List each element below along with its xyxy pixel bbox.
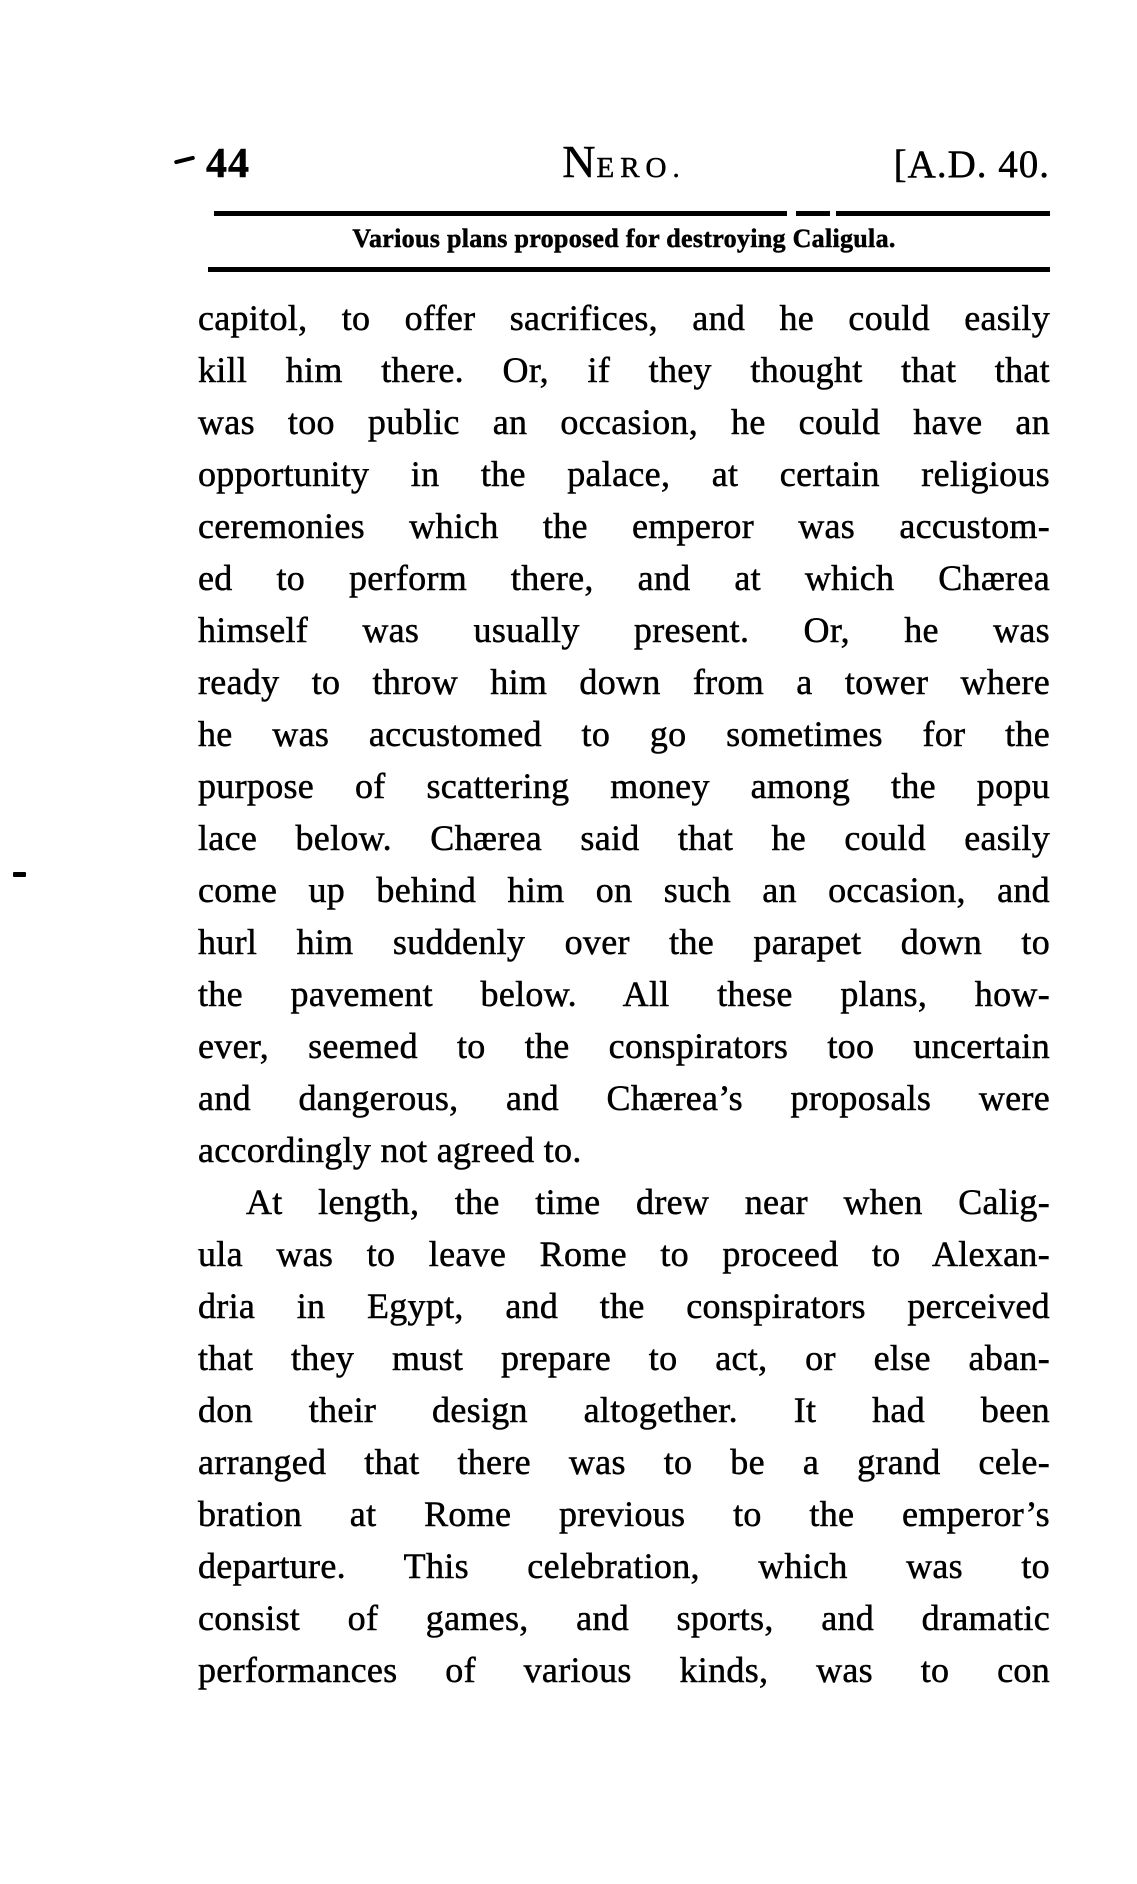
- body-text: [198, 292, 1050, 1696]
- running-title-rest: ERO.: [596, 152, 686, 184]
- text-line: don their design altogether. It had been: [198, 1390, 1050, 1430]
- header-rule-segment: [214, 211, 787, 216]
- text-line: accordingly not agreed to.: [198, 1130, 582, 1170]
- page-number: 44: [206, 141, 250, 187]
- scan-artifact-dash: [174, 156, 195, 165]
- text-line: hurl him suddenly over the parapet down to: [198, 922, 1050, 962]
- text-line: purpose of scattering money among the popu: [198, 766, 1050, 806]
- section-heading: Various plans proposed for destroying Caligula.: [352, 224, 896, 253]
- text-line: opportunity in the palace, at certain religious: [198, 454, 1050, 494]
- text-line: come up behind him on such an occasion, and: [198, 870, 1050, 910]
- text-line: arranged that there was to be a grand cele-: [198, 1442, 1050, 1482]
- text-line: that they must prepare to act, or else aban-: [198, 1338, 1050, 1378]
- text-line: the pavement below. All these plans, how-: [198, 974, 1050, 1014]
- text-line: bration at Rome previous to the emperor’s: [198, 1494, 1050, 1534]
- text-line: ed to perform there, and at which Chærea: [198, 558, 1050, 598]
- text-line: ready to throw him down from a tower where: [198, 662, 1050, 702]
- text-line: ceremonies which the emperor was accustom-: [198, 506, 1050, 546]
- text-line: dria in Egypt, and the conspirators perceived: [198, 1286, 1050, 1326]
- running-title-initial: N: [562, 136, 596, 187]
- header-rule-segment: [796, 211, 830, 216]
- text-line: himself was usually present. Or, he was: [198, 610, 1050, 650]
- text-line: ever, seemed to the conspirators too uncertain: [198, 1026, 1050, 1066]
- page-header: [198, 136, 1050, 188]
- text-line: and dangerous, and Chærea’s proposals were: [198, 1078, 1050, 1118]
- text-line: consist of games, and sports, and dramatic: [198, 1598, 1050, 1638]
- heading-rule: [208, 267, 1050, 272]
- date-marker: [A.D. 40.: [893, 143, 1050, 186]
- text-line: capitol, to offer sacrifices, and he could easily: [198, 298, 1050, 338]
- text-line: kill him there. Or, if they thought that that: [198, 350, 1050, 390]
- text-line: At length, the time drew near when Calig-: [246, 1182, 1050, 1222]
- text-line: departure. This celebration, which was to: [198, 1546, 1050, 1586]
- text-line: ula was to leave Rome to proceed to Alexan-: [198, 1234, 1050, 1274]
- text-line: performances of various kinds, was to con: [198, 1650, 1050, 1690]
- scan-artifact-margin-mark: [13, 872, 26, 877]
- text-line: he was accustomed to go sometimes for the: [198, 714, 1050, 754]
- text-line: was too public an occasion, he could have an: [198, 402, 1050, 442]
- header-rule-segment: [836, 211, 1050, 216]
- text-line: lace below. Chærea said that he could easily: [198, 818, 1050, 858]
